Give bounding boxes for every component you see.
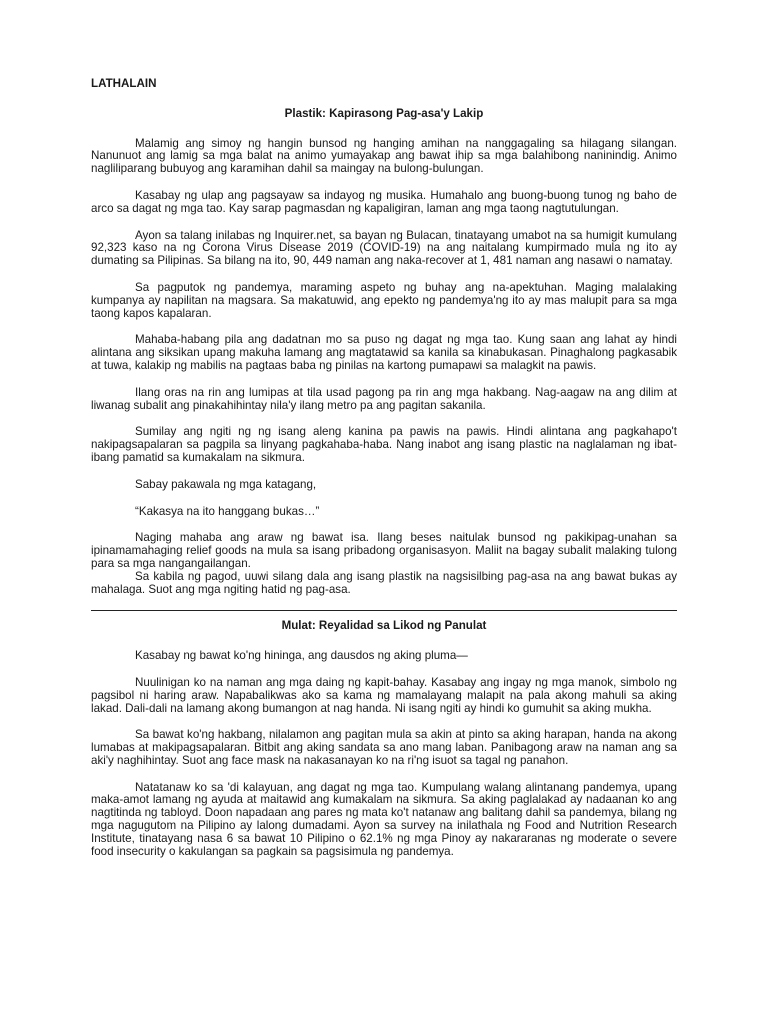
article1-paragraph: Sumilay ang ngiti ng ng isang aleng kanina pa pawis na pawis. Hindi alintana ang pagkahapo't nakipagsapalaran sa pagpila sa linyang pagkahaba-haba. Nang inabot ang isang plastic na naglalaman ng ibat-ibang pamatid sa kumakalam na sikmura. xyxy=(91,425,677,464)
article1-paragraph: Sa kabila ng pagod, uuwi silang dala ang isang plastik na nagsisilbing pag-asa na ang bawat bukas ay mahalaga. Suot ang mga ngiting hatid ng pag-asa. xyxy=(91,569,677,596)
article1-paragraph: Sabay pakawala ng mga katagang, xyxy=(135,477,317,491)
article2-body xyxy=(91,650,677,858)
section-divider xyxy=(91,610,677,611)
article1-paragraph: Mahaba-habang pila ang dadatnan mo sa puso ng dagat ng mga tao. Kung saan ang lahat ay hindi alintana ang siksikan upang makuha lamang ang magtatawid sa kanila sa kinabukasan. Pinaghalong pagkasabik at tuwa, kalakip ng mabilis na pagtaas baba ng pinilas na kartong pumapawi sa malagkit na pawis. xyxy=(91,333,677,372)
article1-paragraph: Kasabay ng ulap ang pagsayaw sa indayog ng musika. Humahalo ang buong-buong tunog ng baho de arco sa dagat ng mga tao. Kay sarap pagmasdan ng kapaligiran, laman ang mga taong nagtutulungan. xyxy=(91,188,677,215)
article2-title: Mulat: Reyalidad sa Likod ng Panulat xyxy=(281,619,487,633)
article2-paragraph: Natatanaw ko sa 'di kalayuan, ang dagat ng mga tao. Kumpulang walang alintanang pandemya, upang maka-amot lamang ng ayuda at maitawid ang kumakalam na sikmura. Sa aking paglalakad ay nadaanan ko ang nagtitinda ng tabloyd. Doon napadaan ang pares ng mata ko't natanaw ang balitang dahil sa pandemya, bilang ng mga nagugutom na Pilipino ay lalong dumadami. Ayon sa survey na inilathala ng Food and Nutrition Research Institute, tinatayang nasa 6 sa bawat 10 Pilipino o 62.1% ng mga Pinoy ay nakararanas ng moderate o severe food insecurity o kakulangan sa pagkain sa pagsisimula ng pandemya. xyxy=(91,780,677,858)
article1-quote: “Kakasya na ito hanggang bukas…” xyxy=(135,504,320,518)
article2-paragraph: Sa bawat ko'ng hakbang, nilalamon ang pagitan mula sa akin at pinto sa aking harapan, handa na akong lumabas at makipagsapalaran. Bitbit ang aking sandata sa ano mang laban. Panibagong araw na naman ang sa aki'y naghihintay. Suot ang face mask na nakasanayan ko na ri'ng isuot sa tagal ng panahon. xyxy=(91,728,677,767)
article1-paragraph: Sa pagputok ng pandemya, maraming aspeto ng buhay ang na-apektuhan. Maging malalaking kumpanya ay napilitan na magsara. Sa makatuwid, ang epekto ng pandemya'ng ito ay mas malupit para sa mga taong kapos kapalaran. xyxy=(91,280,677,320)
article1-paragraph: Naging mahaba ang araw ng bawat isa. Ilang beses naitulak bunsod ng pakikipag-unahan sa ipinamamahaging relief goods na mula sa isang pribadong organisasyon. Maliit na bagay subalit malaking tulong para sa mga nangangailangan. xyxy=(91,531,677,570)
article1-paragraph: Malamig ang simoy ng hangin bunsod ng hanging amihan na nanggagaling sa hilagang silangan. Nanunuot ang lamig sa mga balat na animo yumayakap ang bawat ihip sa mga balahibong naninindig. Animo nagliliparang bubuyog ang karamihan dahil sa maingay na bulong-bulungan. xyxy=(91,136,677,176)
article1-paragraph: Ayon sa talang inilabas ng Inquirer.net, sa bayan ng Bulacan, tinatayang umabot na sa humigit kumulang 92,323 kaso na ng Corona Virus Disease 2019 (COVID-19) na ang naitalang kumpirmado mula ng ito ay dumating sa Pilipinas. Sa bilang na ito, 90, 449 naman ang naka-recover at 1, 481 naman ang nasawi o namatay. xyxy=(91,228,677,268)
section-label: LATHALAIN xyxy=(91,77,157,90)
article2-paragraph: Nuulinigan ko na naman ang mga daing ng kapit-bahay. Kasabay ang ingay ng mga manok, simbolo ng pagsibol ni haring araw. Napabalikwas ako sa kama ng mamalayang malapit na pala akong mahuli sa aking lakad. Dali-dali na lamang akong bumangon at nag handa. Ni isang ngiti ay hindi ko gumuhit sa aking mukha. xyxy=(91,675,677,715)
article1-title: Plastik: Kapirasong Pag-asa'y Lakip xyxy=(284,106,484,120)
article2-paragraph: Kasabay ng bawat ko'ng hininga, ang dausdos ng aking pluma— xyxy=(135,649,468,663)
article1-body xyxy=(91,138,677,597)
article1-paragraph: Ilang oras na rin ang lumipas at tila usad pagong pa rin ang mga hakbang. Nag-aagaw na ang dilim at liwanag subalit ang pinakahihintay nila'y ilang metro pa ang pagitan sakanila. xyxy=(91,385,677,412)
